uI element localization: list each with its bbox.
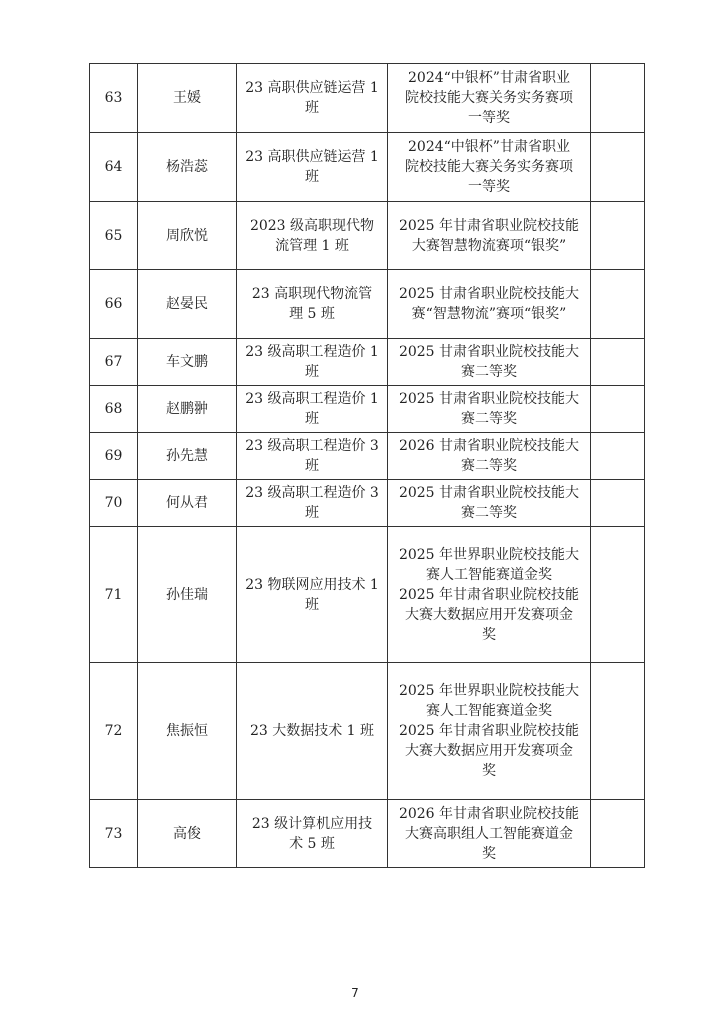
remark-cell bbox=[591, 270, 645, 339]
class-name: 23 级高职工程造价 3 班 bbox=[237, 433, 388, 480]
row-number: 64 bbox=[90, 133, 138, 202]
remark-cell bbox=[591, 433, 645, 480]
remark-cell bbox=[591, 527, 645, 663]
remark-cell bbox=[591, 480, 645, 527]
remark-cell bbox=[591, 386, 645, 433]
remark-cell bbox=[591, 202, 645, 270]
remark-cell bbox=[591, 800, 645, 868]
class-name: 23 级高职工程造价 3 班 bbox=[237, 480, 388, 527]
row-number: 63 bbox=[90, 64, 138, 133]
class-name: 23 高职供应链运营 1 班 bbox=[237, 64, 388, 133]
student-name: 王媛 bbox=[138, 64, 237, 133]
student-name: 杨浩蕊 bbox=[138, 133, 237, 202]
award-description: 2025 甘肃省职业院校技能大 赛二等奖 bbox=[388, 339, 591, 386]
class-name: 2023 级高职现代物 流管理 1 班 bbox=[237, 202, 388, 270]
row-number: 70 bbox=[90, 480, 138, 527]
table-row bbox=[90, 800, 645, 868]
awards-table bbox=[89, 63, 645, 868]
award-description: 2025 年世界职业院校技能大 赛人工智能赛道金奖 2025 年甘肃省职业院校技能 大赛大数据应用开发赛项金 奖 bbox=[388, 527, 591, 663]
row-number: 68 bbox=[90, 386, 138, 433]
award-description: 2025 甘肃省职业院校技能大 赛二等奖 bbox=[388, 386, 591, 433]
remark-cell bbox=[591, 133, 645, 202]
student-name: 周欣悦 bbox=[138, 202, 237, 270]
award-description: 2025 甘肃省职业院校技能大 赛二等奖 bbox=[388, 480, 591, 527]
row-number: 66 bbox=[90, 270, 138, 339]
page-number: 7 bbox=[351, 986, 359, 1000]
student-name: 高俊 bbox=[138, 800, 237, 868]
class-name: 23 级高职工程造价 1 班 bbox=[237, 386, 388, 433]
award-description: 2026 甘肃省职业院校技能大 赛二等奖 bbox=[388, 433, 591, 480]
student-name: 赵鹏翀 bbox=[138, 386, 237, 433]
award-description: 2024“中银杯”甘肃省职业 院校技能大赛关务实务赛项 一等奖 bbox=[388, 133, 591, 202]
award-description: 2026 年甘肃省职业院校技能 大赛高职组人工智能赛道金 奖 bbox=[388, 800, 591, 868]
class-name: 23 大数据技术 1 班 bbox=[237, 663, 388, 800]
student-name: 孙先慧 bbox=[138, 433, 237, 480]
class-name: 23 高职供应链运营 1 班 bbox=[237, 133, 388, 202]
student-name: 孙佳瑞 bbox=[138, 527, 237, 663]
award-description: 2025 甘肃省职业院校技能大 赛“智慧物流”赛项“银奖” bbox=[388, 270, 591, 339]
award-description: 2025 年甘肃省职业院校技能 大赛智慧物流赛项“银奖” bbox=[388, 202, 591, 270]
student-name: 何从君 bbox=[138, 480, 237, 527]
remark-cell bbox=[591, 64, 645, 133]
award-description: 2024“中银杯”甘肃省职业 院校技能大赛关务实务赛项 一等奖 bbox=[388, 64, 591, 133]
row-number: 73 bbox=[90, 800, 138, 868]
row-number: 71 bbox=[90, 527, 138, 663]
row-number: 65 bbox=[90, 202, 138, 270]
table-row bbox=[90, 433, 645, 480]
table-row bbox=[90, 480, 645, 527]
remark-cell bbox=[591, 339, 645, 386]
class-name: 23 级计算机应用技 术 5 班 bbox=[237, 800, 388, 868]
table-row bbox=[90, 202, 645, 270]
student-name: 车文鹏 bbox=[138, 339, 237, 386]
table-row bbox=[90, 386, 645, 433]
student-name: 焦振恒 bbox=[138, 663, 237, 800]
class-name: 23 级高职工程造价 1 班 bbox=[237, 339, 388, 386]
table-row bbox=[90, 64, 645, 133]
table-row bbox=[90, 527, 645, 663]
award-description: 2025 年世界职业院校技能大 赛人工智能赛道金奖 2025 年甘肃省职业院校技能 大赛大数据应用开发赛项金 奖 bbox=[388, 663, 591, 800]
class-name: 23 高职现代物流管 理 5 班 bbox=[237, 270, 388, 339]
table-row bbox=[90, 663, 645, 800]
student-name: 赵晏民 bbox=[138, 270, 237, 339]
class-name: 23 物联网应用技术 1 班 bbox=[237, 527, 388, 663]
row-number: 72 bbox=[90, 663, 138, 800]
table-row bbox=[90, 270, 645, 339]
remark-cell bbox=[591, 663, 645, 800]
table-row bbox=[90, 339, 645, 386]
row-number: 67 bbox=[90, 339, 138, 386]
row-number: 69 bbox=[90, 433, 138, 480]
table-row bbox=[90, 133, 645, 202]
